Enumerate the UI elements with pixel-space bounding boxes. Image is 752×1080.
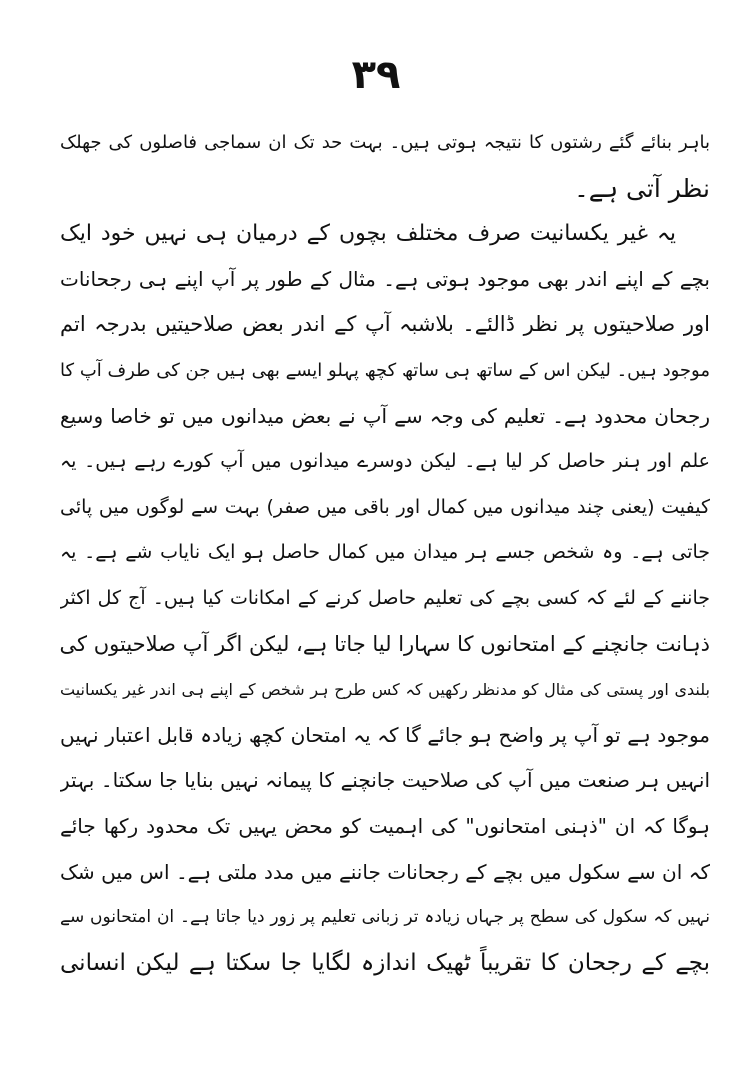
text-line: بلندی اور پستی کی مثال کو مدنظر رکھیں کہ کس طرح ہر شخص کے اپنے ہی اندر غیر یکسانیت [60,680,710,700]
text-line: کیفیت (یعنی چند میدانوں میں کمال اور باقی میں صفر) بہت سے لوگوں میں پائی [60,495,710,518]
text-line: موجود ہیں۔ لیکن اس کے ساتھ ہی ساتھ کچھ پہلو ایسے بھی ہیں جن کی طرف آپ کا [60,359,710,381]
text-line: باہر بنائے گئے رشتوں کا نتیجہ ہوتی ہیں۔ بہت حد تک ان سماجی فاصلوں کی جھلک [60,132,710,153]
text-line: بچے کے اپنے اندر بھی موجود ہوتی ہے۔ مثال کے طور پر آپ اپنے ہی رجحانات [60,266,710,291]
body-text [60,120,710,986]
text-line: ہوگا کہ ان "ذہنی امتحانوں" کی اہمیت کو محض یہیں تک محدود رکھا جائے [60,813,710,838]
text-line: کہ ان سے سکول میں بچے کے رجحانات جاننے میں مدد ملتی ہے۔ اس میں شک [60,859,710,884]
text-line: موجود ہے تو آپ پر واضح ہو جائے گا کہ یہ امتحان کچھ زیادہ قابل اعتبار نہیں [60,722,710,747]
text-line: علم اور ہنر حاصل کر لیا ہے۔ لیکن دوسرے میدانوں میں آپ کورے رہے ہیں۔ یہ [60,450,710,473]
text-line: جاننے کے لئے کہ کسی بچے کی تعلیم حاصل کرنے کے امکانات کیا ہیں۔ آج کل اکثر [60,586,710,609]
text-line: جاتی ہے۔ وہ شخص جسے ہر میدان میں کمال حاصل ہو ایک نایاب شے ہے۔ یہ [60,541,710,564]
text-line: ذہانت جانچنے کے امتحانوں کا سہارا لیا جاتا ہے، لیکن اگر آپ صلاحیتوں کی [60,631,710,656]
text-line: بچے کے رجحان کا تقریباً ٹھیک اندازہ لگایا جا سکتا ہے لیکن انسانی [60,949,710,976]
text-line: رجحان محدود ہے۔ تعلیم کی وجہ سے آپ نے بعض میدانوں میں تو خاصا وسیع [60,403,710,428]
text-line: نظر آتی ہے۔ [574,173,710,203]
page-number: ۳۹ [351,52,401,98]
paragraph-start-line: یہ غیر یکسانیت صرف مختلف بچوں کے درمیان ہی نہیں خود ایک [60,221,676,247]
text-line: انہیں ہر صنعت میں آپ کی صلاحیت جانچنے کا پیمانہ نہیں بنایا جا سکتا۔ بہتر [60,768,710,793]
text-line: نہیں کہ سکول کی سطح پر جہاں زیادہ تر زبانی تعلیم پر زور دیا جاتا ہے۔ ان امتحانوں سے [60,907,710,928]
text-line: اور صلاحیتوں پر نظر ڈالئے۔ بلاشبہ آپ کے اندر بعض صلاحیتیں بدرجہ اتم [60,312,710,337]
